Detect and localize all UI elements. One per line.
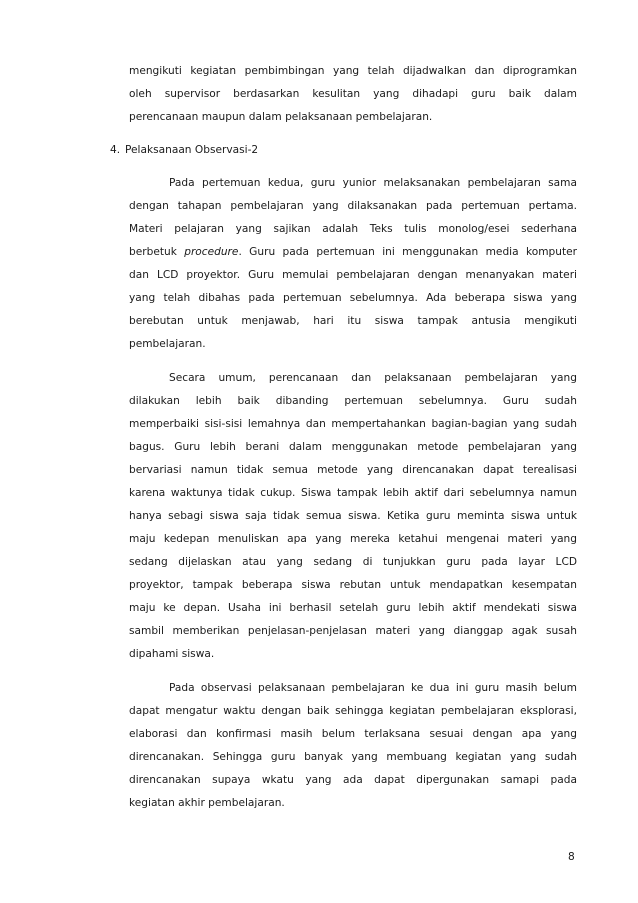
- paragraph-line: direncanakan supaya wkatu yang ada dapat dipergunakan samapi pada: [129, 774, 577, 786]
- paragraph-line: Pada pertemuan kedua, guru yunior melaksanakan pembelajaran sama: [169, 177, 577, 189]
- paragraph-line: bervariasi namun tidak semua metode yang direncanakan dapat terealisasi: [129, 464, 577, 476]
- paragraph-line: hanya sebagi siswa saja tidak semua siswa. Ketika guru meminta siswa untuk: [129, 510, 577, 522]
- paragraph-line: proyektor, tampak beberapa siswa rebutan untuk mendapatkan kesempatan: [129, 579, 577, 591]
- paragraph-line: karena waktunya tidak cukup. Siswa tampak lebih aktif dari sebelumnya namun: [129, 487, 577, 499]
- paragraph-line: [129, 244, 577, 260]
- text-span: berbetuk: [129, 246, 185, 258]
- page-number: 8: [568, 851, 575, 863]
- italic-term: procedure: [184, 246, 239, 258]
- paragraph-line: dan LCD proyektor. Guru memulai pembelajaran dengan menanyakan materi: [129, 269, 577, 281]
- paragraph-line: kegiatan akhir pembelajaran.: [129, 797, 285, 809]
- paragraph-line: sambil memberikan penjelasan-penjelasan materi yang dianggap agak susah: [129, 625, 577, 637]
- intro-line: oleh supervisor berdasarkan kesulitan yang dihadapi guru baik dalam: [129, 88, 577, 100]
- paragraph-line: dilakukan lebih baik dibanding pertemuan sebelumnya. Guru sudah: [129, 395, 577, 407]
- paragraph-line: berebutan untuk menjawab, hari itu siswa tampak antusia mengikuti: [129, 315, 577, 327]
- paragraph-line: dipahami siswa.: [129, 648, 215, 660]
- paragraph-line: direncanakan. Sehingga guru banyak yang membuang kegiatan yang sudah: [129, 751, 577, 763]
- paragraph-line: Pada observasi pelaksanaan pembelajaran ke dua ini guru masih belum: [169, 682, 577, 694]
- paragraph-line: maju kedepan menuliskan apa yang mereka ketahui mengenai materi yang: [129, 533, 577, 545]
- paragraph-line: Secara umum, perencanaan dan pelaksanaan pembelajaran yang: [169, 372, 577, 384]
- paragraph-line: dapat mengatur waktu dengan baik sehingga kegiatan pembelajaran eksplorasi,: [129, 705, 577, 717]
- section-title: Pelaksanaan Observasi-2: [125, 144, 259, 156]
- paragraph-line: Materi pelajaran yang sajikan adalah Teks tulis monolog/esei sederhana: [129, 223, 577, 235]
- paragraph-line: bagus. Guru lebih berani dalam menggunakan metode pembelajaran yang: [129, 441, 577, 453]
- paragraph-line: memperbaiki sisi-sisi lemahnya dan mempertahankan bagian-bagian yang sudah: [129, 418, 577, 430]
- paragraph-line: pembelajaran.: [129, 338, 206, 350]
- text-span: . Guru pada pertemuan ini menggunakan media komputer: [238, 246, 577, 258]
- paragraph-line: maju ke depan. Usaha ini berhasil setelah guru lebih aktif mendekati siswa: [129, 602, 577, 614]
- paragraph-line: dengan tahapan pembelajaran yang dilaksanakan pada pertemuan pertama.: [129, 200, 577, 212]
- intro-line: perencanaan maupun dalam pelaksanaan pembelajaran.: [129, 111, 433, 123]
- paragraph-line: sedang dijelaskan atau yang sedang di tunjukkan guru pada layar LCD: [129, 556, 577, 568]
- section-number: 4.: [110, 144, 121, 156]
- paragraph-line: elaborasi dan konfirmasi masih belum terlaksana sesuai dengan apa yang: [129, 728, 577, 740]
- intro-line: mengikuti kegiatan pembimbingan yang telah dijadwalkan dan diprogramkan: [129, 65, 577, 77]
- paragraph-line: yang telah dibahas pada pertemuan sebelumnya. Ada beberapa siswa yang: [129, 292, 577, 304]
